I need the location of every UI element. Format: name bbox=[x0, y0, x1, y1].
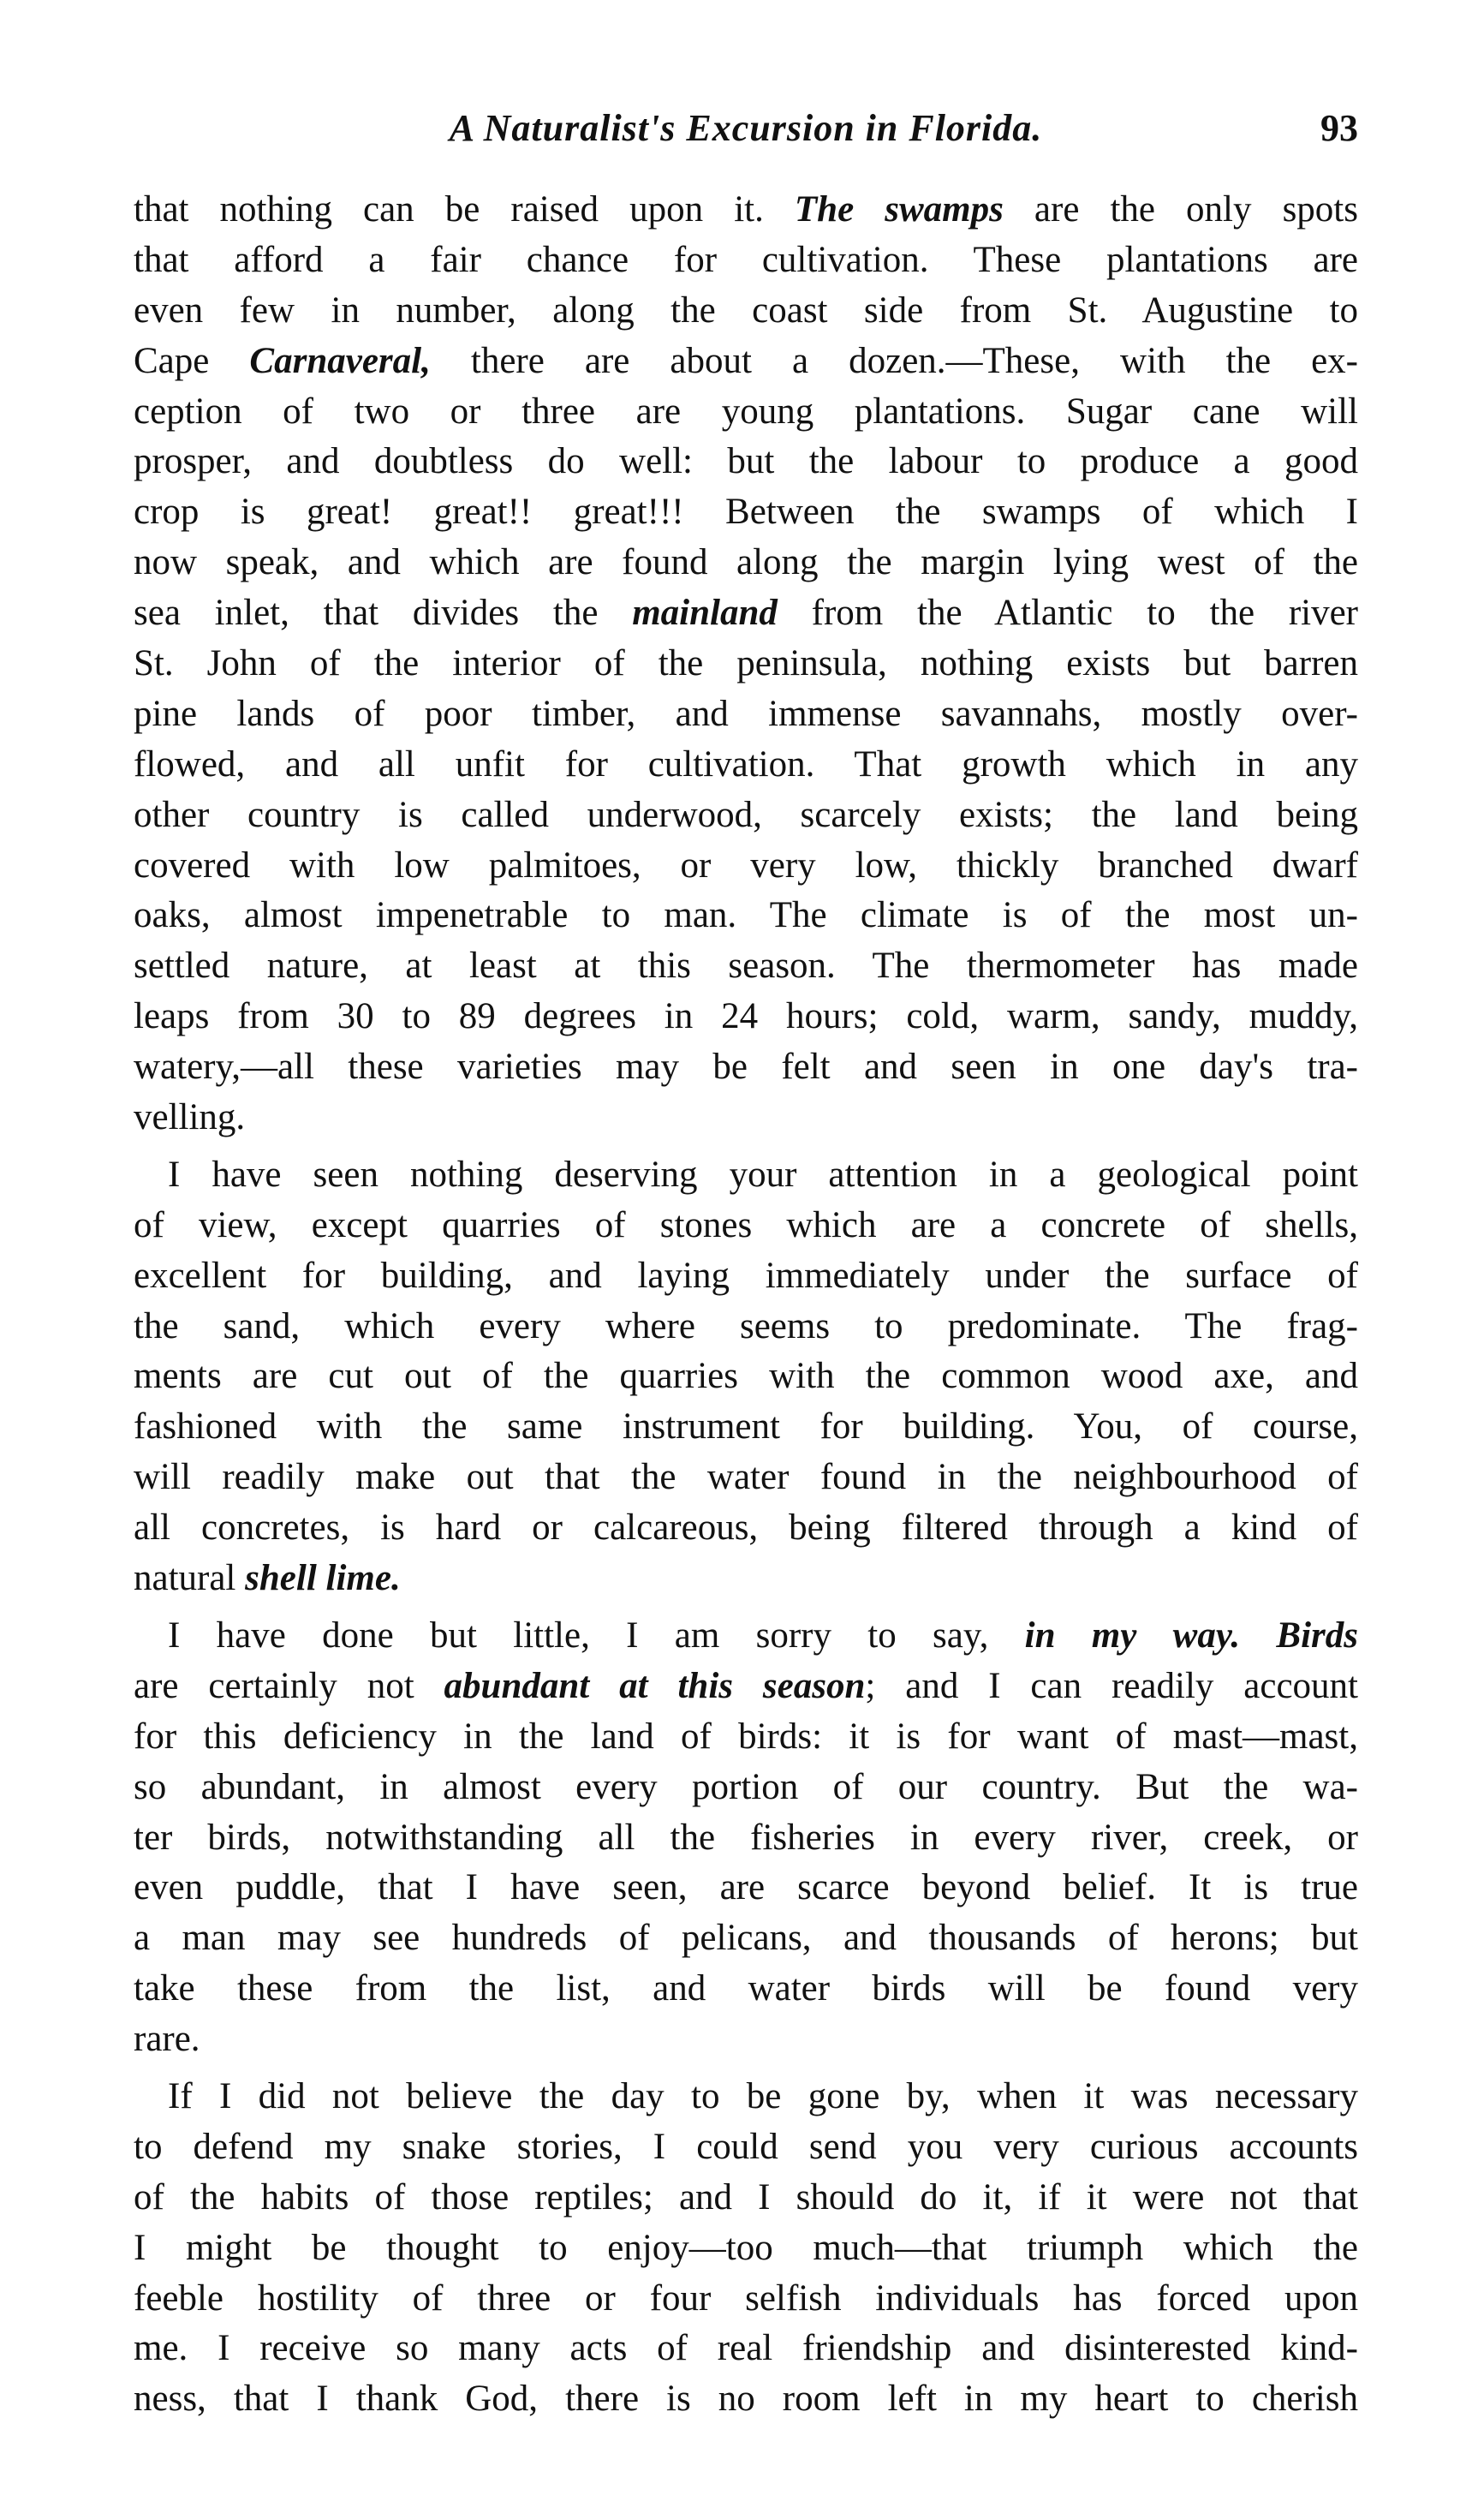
text-line bbox=[134, 2274, 1358, 2325]
text-segment: covered with low palmitoes, or very low, thickly branched dwarf bbox=[134, 845, 1358, 886]
text-segment: will readily make out that the water found in the neighbourhood of bbox=[134, 1457, 1358, 1498]
text-line bbox=[134, 337, 1358, 387]
text-line bbox=[134, 1453, 1358, 1503]
running-title: A Naturalist's Excursion in Florida. bbox=[449, 107, 1043, 149]
paragraph-gap bbox=[134, 2065, 1358, 2072]
text-line bbox=[134, 689, 1358, 740]
text-line bbox=[134, 2374, 1358, 2425]
text-segment: even puddle, that I have seen, are scarce beyond belief. It is true bbox=[134, 1867, 1358, 1908]
text-line bbox=[134, 2015, 1358, 2065]
text-segment: me. I receive so many acts of real friendship and disinterested kind- bbox=[134, 2328, 1358, 2369]
text-segment: ception of two or three are young plantations. Sugar cane will bbox=[134, 391, 1358, 432]
text-segment: other country is called underwood, scarcely exists; the land being bbox=[134, 794, 1358, 835]
text-line bbox=[134, 1662, 1358, 1712]
italic-text: The swamps bbox=[794, 189, 1004, 230]
text-segment: Cape bbox=[134, 340, 250, 381]
text-segment: flowed, and all unfit for cultivation. That growth which in any bbox=[134, 743, 1358, 785]
text-segment: I might be thought to enjoy—too much—that triumph which the bbox=[134, 2227, 1358, 2268]
text-segment: watery,—all these varieties may be felt and seen in one day's tra- bbox=[134, 1047, 1358, 1088]
text-segment: I have seen nothing deserving your attention in a geological point bbox=[168, 1154, 1358, 1195]
body-text bbox=[134, 185, 1358, 2425]
text-segment: so abundant, in almost every portion of our country. But the wa- bbox=[134, 1766, 1358, 1807]
paragraph bbox=[134, 185, 1358, 1143]
text-segment: even few in number, along the coast side from St. Augustine to bbox=[134, 290, 1358, 331]
text-line bbox=[134, 740, 1358, 791]
page-number: 93 bbox=[1320, 107, 1358, 149]
italic-text: shell lime. bbox=[245, 1558, 401, 1599]
text-segment: fashioned with the same instrument for building. You, of course, bbox=[134, 1406, 1358, 1448]
text-segment: rare. bbox=[134, 2019, 200, 2060]
text-segment: ter birds, notwithstanding all the fisheries in every river, creek, or bbox=[134, 1817, 1358, 1858]
text-segment: that nothing can be raised upon it. bbox=[134, 189, 795, 230]
text-line bbox=[134, 941, 1358, 992]
text-line bbox=[134, 1402, 1358, 1453]
running-head bbox=[134, 103, 1358, 163]
text-line bbox=[134, 1813, 1358, 1864]
text-segment: all concretes, is hard or calcareous, being filtered through a kind of bbox=[134, 1507, 1358, 1549]
text-line bbox=[134, 487, 1358, 538]
text-segment: of the habits of those reptiles; and I should do it, if it were not that bbox=[134, 2176, 1358, 2218]
italic-text: Carnaveral, bbox=[249, 340, 431, 381]
text-segment: leaps from 30 to 89 degrees in 24 hours; cold, warm, sandy, muddy, bbox=[134, 996, 1358, 1037]
text-segment: settled nature, at least at this season. The thermometer has made bbox=[134, 946, 1358, 987]
text-segment: a man may see hundreds of pelicans, and thousands of herons; but bbox=[134, 1918, 1358, 1959]
text-line bbox=[134, 1302, 1358, 1352]
text-line bbox=[134, 1201, 1358, 1251]
text-line bbox=[134, 1554, 1358, 1604]
text-segment: ; and I can readily account bbox=[865, 1665, 1358, 1706]
text-line bbox=[134, 891, 1358, 941]
text-segment: oaks, almost impenetrable to man. The climate is of the most un- bbox=[134, 895, 1358, 936]
text-line bbox=[134, 1863, 1358, 1913]
text-segment: excellent for building, and laying immediately under the surface of bbox=[134, 1255, 1358, 1296]
italic-text: abundant at this season bbox=[444, 1665, 866, 1706]
text-segment: pine lands of poor timber, and immense savannahs, mostly over- bbox=[134, 693, 1358, 734]
text-segment: there are about a dozen.—These, with the ex- bbox=[430, 340, 1358, 381]
paragraph bbox=[134, 1150, 1358, 1604]
text-segment: crop is great! great!! great!!! Between the swamps of which I bbox=[134, 492, 1358, 533]
paragraph bbox=[134, 2072, 1358, 2425]
text-segment: from the Atlantic to the river bbox=[777, 593, 1358, 634]
text-line bbox=[134, 2072, 1358, 2122]
text-line bbox=[134, 1913, 1358, 1964]
text-segment: that afford a fair chance for cultivation. These plantations are bbox=[134, 239, 1358, 280]
paragraph bbox=[134, 1611, 1358, 2065]
text-segment: feeble hostility of three or four selfish individuals has forced upon bbox=[134, 2277, 1358, 2319]
text-line bbox=[134, 588, 1358, 639]
text-line bbox=[134, 387, 1358, 438]
text-line bbox=[134, 2224, 1358, 2274]
text-line bbox=[134, 1251, 1358, 1302]
text-segment: ness, that I thank God, there is no room left in my heart to cherish bbox=[134, 2379, 1358, 2420]
text-segment bbox=[1240, 1615, 1276, 1656]
text-segment: ments are cut out of the quarries with the common wood axe, and bbox=[134, 1356, 1358, 1397]
text-line bbox=[134, 437, 1358, 487]
text-segment: I have done but little, I am sorry to say, bbox=[168, 1615, 1025, 1656]
italic-text: mainland bbox=[632, 593, 778, 634]
text-segment: If I did not believe the day to be gone by, when it was necessary bbox=[168, 2075, 1358, 2116]
text-line bbox=[134, 236, 1358, 286]
text-segment: for this deficiency in the land of birds: it is for want of mast—mast, bbox=[134, 1716, 1358, 1757]
text-segment: take these from the list, and water birds will be found very bbox=[134, 1968, 1358, 2009]
text-line bbox=[134, 1964, 1358, 2015]
text-line bbox=[134, 2122, 1358, 2173]
text-segment: are certainly not bbox=[134, 1665, 444, 1706]
text-line bbox=[134, 1503, 1358, 1554]
text-line bbox=[134, 1763, 1358, 1813]
italic-text: Birds bbox=[1276, 1615, 1358, 1656]
text-segment: velling. bbox=[134, 1097, 246, 1138]
text-line bbox=[134, 841, 1358, 892]
text-segment: are the only spots bbox=[1003, 189, 1358, 230]
text-line bbox=[134, 286, 1358, 337]
text-segment: prosper, and doubtless do well: but the labour to produce a good bbox=[134, 441, 1358, 482]
text-segment: the sand, which every where seems to predominate. The frag- bbox=[134, 1305, 1358, 1346]
text-line bbox=[134, 1150, 1358, 1201]
italic-text: in my way. bbox=[1024, 1615, 1241, 1656]
paragraph-gap bbox=[134, 1604, 1358, 1611]
text-line bbox=[134, 1352, 1358, 1402]
text-line bbox=[134, 639, 1358, 689]
text-line bbox=[134, 2173, 1358, 2224]
text-segment: St. John of the interior of the peninsula, nothing exists but barren bbox=[134, 643, 1358, 684]
text-segment: now speak, and which are found along the margin lying west of the bbox=[134, 542, 1358, 583]
text-line bbox=[134, 1611, 1358, 1662]
paragraph-gap bbox=[134, 1143, 1358, 1150]
text-segment: of view, except quarries of stones which are a concrete of shells, bbox=[134, 1204, 1358, 1245]
text-line bbox=[134, 185, 1358, 236]
text-line bbox=[134, 1712, 1358, 1763]
text-line bbox=[134, 538, 1358, 588]
text-line bbox=[134, 1042, 1358, 1093]
text-segment: sea inlet, that divides the bbox=[134, 593, 633, 634]
text-line bbox=[134, 992, 1358, 1042]
text-line bbox=[134, 1093, 1358, 1143]
text-line bbox=[134, 2324, 1358, 2374]
text-segment: to defend my snake stories, I could send you very curious accounts bbox=[134, 2126, 1358, 2167]
text-segment: natural bbox=[134, 1558, 246, 1599]
text-line bbox=[134, 791, 1358, 841]
